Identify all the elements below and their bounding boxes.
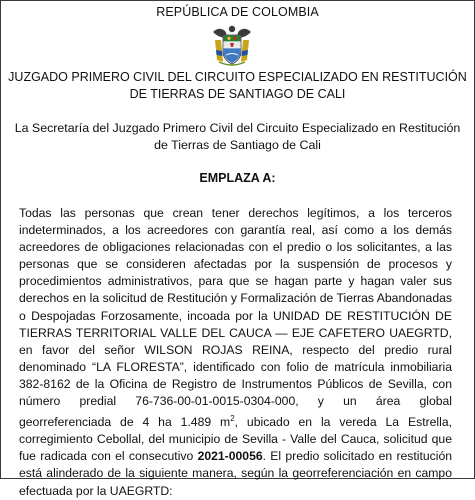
area-unit-superscript: 2	[230, 414, 235, 424]
secretaria-line1: La Secretaría del Juzgado Primero Civil del Circuito Especializado en Restitución	[14, 121, 461, 135]
secretaria-line2: de Tierras de Santiago de Cali	[154, 138, 321, 152]
case-number: 2021-00056	[197, 449, 263, 464]
country-header: REPÚBLICA DE COLOMBIA	[156, 5, 319, 19]
colombia-coat-of-arms-icon	[209, 22, 255, 68]
paragraph-part3: . El predio solicitado en restitución está alinderado de la siguiente manera, según la georreferenciación en campo efectuada por la UAEGRTD:	[19, 449, 452, 498]
paragraph-part2: , ubicado en la vereda La Estrella, corregimiento Cebollal, del municipio de Sevilla - Valle del Cauca, solicitud que fue radicada con el consecutivo	[19, 415, 452, 464]
emplaza-heading: EMPLAZA A:	[199, 171, 276, 185]
court-name-line2: DE TIERRAS DE SANTIAGO DE CALI	[129, 87, 346, 101]
court-name-line1: JUZGADO PRIMERO CIVIL DEL CIRCUITO ESPECIALIZADO EN RESTITUCIÓN	[8, 70, 467, 84]
paragraph-part1: Todas las personas que crean tener derechos legítimos, a los terceros indeterminados, a los acreedores con garantía real, así como a los demás acreedores de obligaciones relacionadas con el predio o los solicitantes, a las personas que se consideren afectadas por la suspensión de procesos y procedimientos administrativos, para que se hagan parte y hagan valer sus derechos en la solicitud de Restitución y Formalización de Tierras Abandonadas o Despojadas Forzosamente, incoada por la UNIDAD DE RESTITUCIÓN DE TIERRAS TERRITORIAL VALLE DEL CAUCA — EJE CAFETERO UAEGRTD, en favor del señor WILSON ROJAS REINA, respecto del predio rural denominado “LA FLORESTA”, identificado con folio de matrícula inmobiliaria 382-8162 de la Oficina de Registro de Instrumentos Públicos de Sevilla, con número predial 76-736-00-01-0015-0304-000, y un área global georreferenciada de 4 ha 1.489 m	[19, 206, 452, 430]
summons-paragraph	[19, 205, 452, 500]
